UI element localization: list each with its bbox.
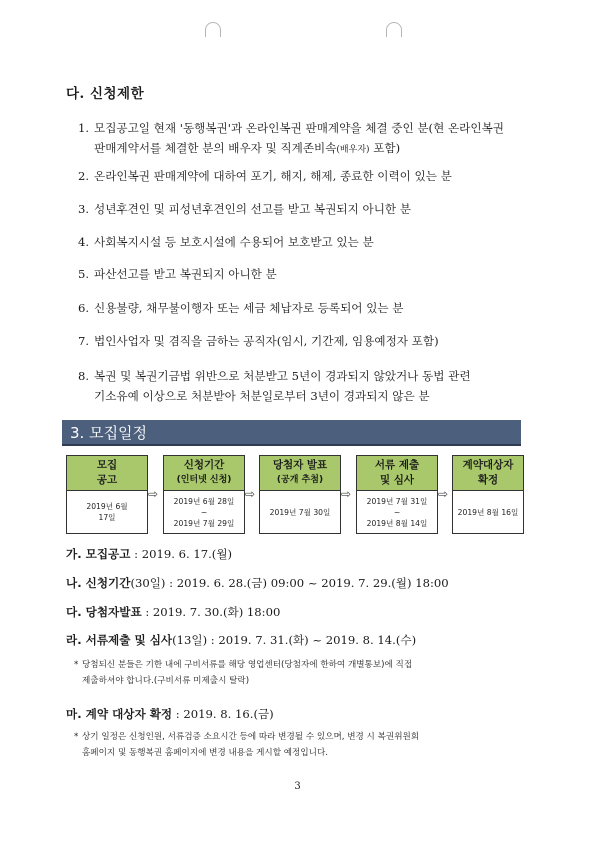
timeline-step	[66, 455, 148, 534]
timeline-step	[356, 455, 438, 534]
step-date: 2019년 7월 30일	[269, 507, 331, 517]
list-item: 3. 성년후견인 및 피성년후견인의 선고를 받고 복권되지 아니한 분	[78, 202, 411, 216]
schedule-line: 라. 서류제출 및 심사(13일) : 2019. 7. 31.(화) ~ 2019. 8. 14.(수)	[66, 633, 417, 647]
schedule-line: 가. 모집공고 : 2019. 6. 17.(월)	[66, 547, 233, 561]
note: * 상기 일정은 신청인원, 서류검증 소요시간 등에 따라 변경될 수 있으며, 변경 시 복권위원회 홈페이지 및 동행복권 홈페이지에 변경 내용을 게시할 예정입니다.	[74, 732, 420, 758]
note: * 당첨되신 분들은 기한 내에 구비서류를 해당 영업센터(당첨자에 한하여 개별통보)에 직접 제출하셔야 합니다.(구비서류 미제출시 탈락)	[74, 660, 413, 686]
step-title: 서류 제출 및 심사	[357, 456, 437, 491]
arrow-right-icon: ⇨	[245, 487, 256, 501]
list-item: 6. 신용불량, 채무불이행자 또는 세금 체납자로 등록되어 있는 분	[78, 301, 404, 315]
timeline-step	[163, 455, 245, 534]
step-title: 당첨자 발표 (공개 추첨)	[260, 456, 340, 491]
schedule-line: 나. 신청기간(30일) : 2019. 6. 28.(금) 09:00 ~ 2019. 7. 29.(월) 18:00	[66, 576, 449, 590]
list-item: 7. 법인사업자 및 겸직을 금하는 공직자(임시, 기간제, 임용예정자 포함)	[78, 334, 439, 348]
timeline-step	[259, 455, 341, 534]
step-title: 신청기간 (인터넷 신청)	[164, 456, 244, 491]
punch-hole-left	[205, 22, 221, 37]
list-item: 8. 복권 및 복권기금법 위반으로 처분받고 5년이 경과되지 않았거나 동법 관련 기소유예 이상으로 처분받아 처분일로부터 3년이 경과되지 않은 분	[78, 369, 471, 403]
list-item: 4. 사회복지시설 등 보호시설에 수용되어 보호받고 있는 분	[78, 235, 374, 249]
section-title: 3. 모집일정	[70, 424, 148, 442]
section-title-bar	[62, 420, 521, 446]
step-date: 2019년 8월 16일	[457, 507, 519, 517]
step-title: 모집 공고	[67, 456, 147, 491]
schedule-line: 다. 당첨자발표 : 2019. 7. 30.(화) 18:00	[66, 605, 281, 619]
timeline-step	[452, 455, 524, 534]
subsection-heading: 다. 신청제한	[66, 86, 145, 102]
step-title: 계약대상자 확정	[453, 456, 523, 491]
step-date: 2019년 7월 31일 ~ 2019년 8월 14일	[366, 496, 428, 528]
arrow-right-icon: ⇨	[438, 487, 449, 501]
step-date: 2019년 6월 17일	[86, 502, 128, 522]
list-item: 5. 파산선고를 받고 복권되지 아니한 분	[78, 267, 277, 281]
list-item: 1. 모집공고일 현재 '동행복권'과 온라인복권 판매계약을 체결 중인 분(현 온라인복권 판매계약서를 체결한 분의 배우자 및 직계존비속(배우자) 포함)	[78, 121, 504, 155]
list-item: 2. 온라인복권 판매계약에 대하여 포기, 해지, 해제, 종료한 이력이 있는 분	[78, 169, 452, 183]
page-number: 3	[294, 781, 301, 792]
punch-hole-right	[386, 22, 402, 37]
step-date: 2019년 6월 28일 ~ 2019년 7월 29일	[173, 496, 235, 528]
arrow-right-icon: ⇨	[341, 487, 352, 501]
arrow-right-icon: ⇨	[148, 487, 159, 501]
schedule-line: 마. 계약 대상자 확정 : 2019. 8. 16.(금)	[66, 707, 274, 721]
